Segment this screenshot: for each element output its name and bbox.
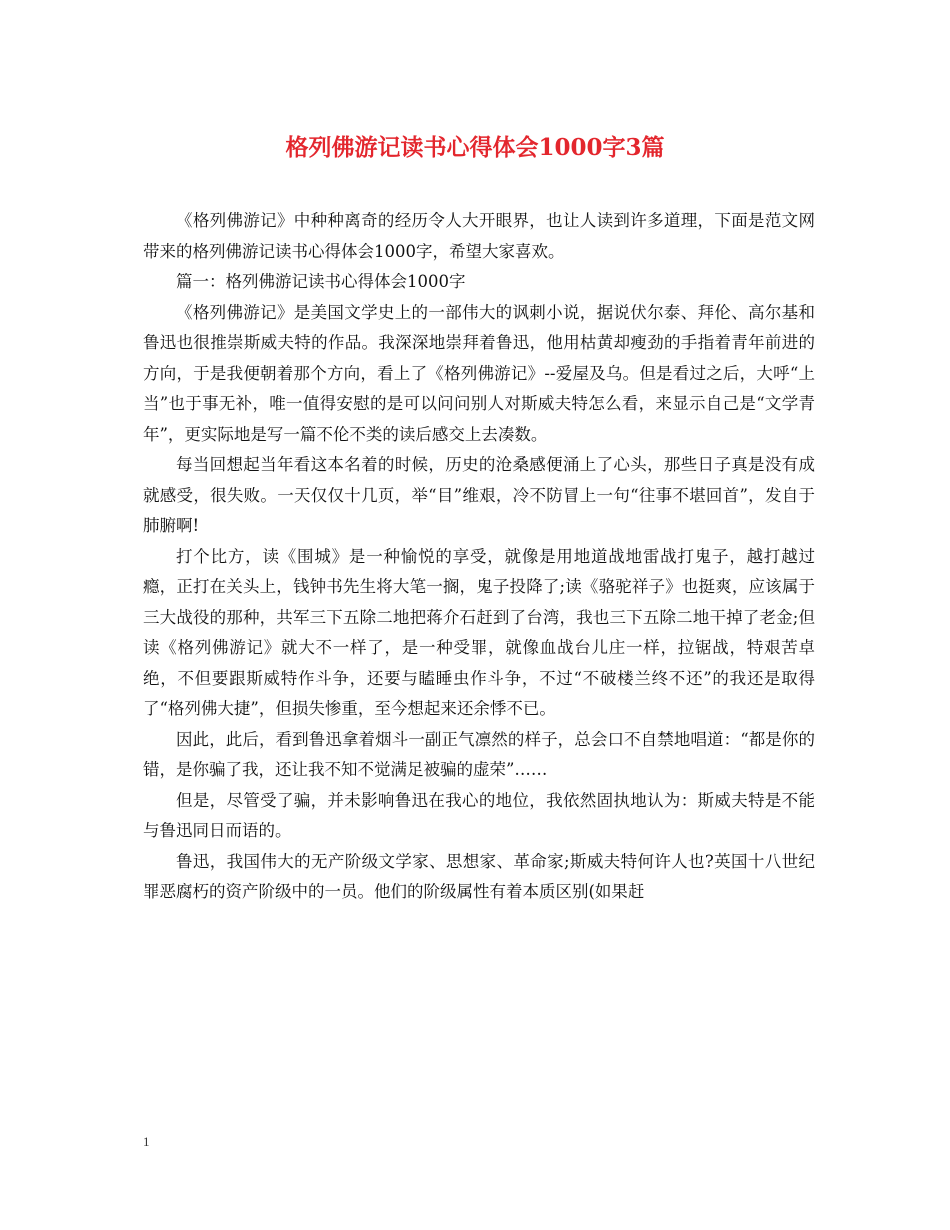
page-number: 1 — [143, 1134, 150, 1149]
paragraph: 因此，此后，看到鲁迅拿着烟斗一副正气凛然的样子，总会口不自禁地唱道：“都是你的错，是你骗了我，还让我不知不觉满足被骗的虚荣”…… — [143, 729, 815, 779]
document-title: 格列佛游记读书心得体会1000字3篇 — [285, 134, 665, 161]
paragraph: 每当回想起当年看这本名着的时候，历史的沧桑感便涌上了心头，那些日子真是没有成就感受，很失败。一天仅仅十几页，举“目”维艰，冷不防冒上一句“往事不堪回首”，发自于肺腑啊! — [143, 455, 815, 535]
paragraph-section-heading: 篇一：格列佛游记读书心得体会1000字 — [176, 272, 466, 291]
document-body — [143, 206, 815, 908]
paragraph: 打个比方，读《围城》是一种愉悦的享受，就像是用地道战地雷战打鬼子，越打越过瘾，正打在关头上，钱钟书先生将大笔一搁，鬼子投降了;读《骆驼祥子》也挺爽，应该属于三大战役的那种，共军三下五除二地把蒋介石赶到了台湾，我也三下五除二地干掉了老金;但读《格列佛游记》就大不一样了，是一种受罪，就像血战台儿庄一样，拉锯战，特艰苦卓绝，不但要跟斯威特作斗争，还要与瞌睡虫作斗争，不过“不破楼兰终不还”的我还是取得了“格列佛大捷”，但损失惨重，至今想起来还余悸不已。 — [143, 546, 815, 718]
paragraph: 但是，尽管受了骗，并未影响鲁迅在我心的地位，我依然固执地认为：斯威夫特是不能与鲁迅同日而语的。 — [143, 790, 815, 840]
paragraph: 《格列佛游记》是美国文学史上的一部伟大的讽刺小说，据说伏尔泰、拜伦、高尔基和鲁迅也很推崇斯威夫特的作品。我深深地崇拜着鲁迅，他用枯黄却瘦劲的手指着青年前进的方向，于是我便朝着那个方向，看上了《格列佛游记》--爱屋及乌。但是看过之后，大呼“上当”也于事无补，唯一值得安慰的是可以问问别人对斯威夫特怎么看，来显示自己是“文学青年”，更实际地是写一篇不伦不类的读后感交上去凑数。 — [143, 302, 815, 444]
paragraph: 鲁迅，我国伟大的无产阶级文学家、思想家、革命家;斯威夫特何许人也?英国十八世纪罪恶腐朽的资产阶级中的一员。他们的阶级属性有着本质区别(如果赶 — [143, 851, 815, 901]
paragraph-intro: 《格列佛游记》中种种离奇的经历令人大开眼界，也让人读到许多道理，下面是范文网带来的格列佛游记读书心得体会1000字，希望大家喜欢。 — [143, 211, 815, 261]
